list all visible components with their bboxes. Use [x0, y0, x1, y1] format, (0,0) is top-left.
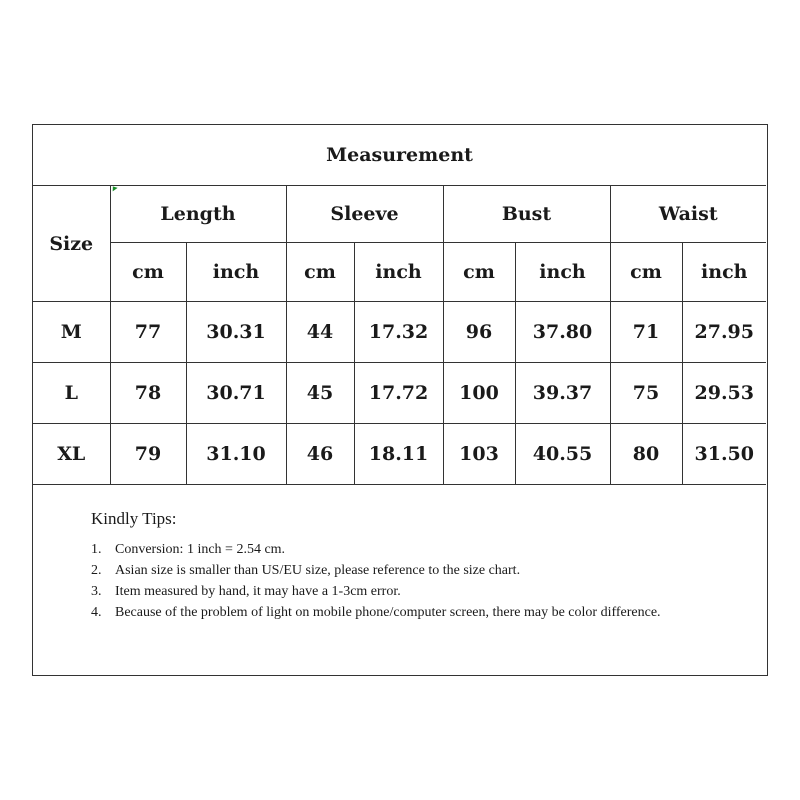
value-cell: 37.80 — [515, 302, 610, 363]
list-item — [91, 581, 731, 602]
unit-header: cm — [110, 243, 186, 302]
unit-header: inch — [682, 243, 766, 302]
value-cell: 30.31 — [186, 302, 286, 363]
list-item-text: Item measured by hand, it may have a 1-3cm error. — [115, 584, 401, 599]
value-cell: 39.37 — [515, 363, 610, 424]
value-cell: 45 — [286, 363, 354, 424]
table-row — [33, 424, 766, 485]
size-chart-table — [33, 125, 766, 485]
table-row — [33, 363, 766, 424]
list-number: 1. — [91, 542, 102, 557]
size-cell: L — [33, 363, 110, 424]
bust-group-header: Bust — [443, 186, 610, 243]
unit-header: inch — [515, 243, 610, 302]
value-cell: 31.10 — [186, 424, 286, 485]
value-cell: 79 — [110, 424, 186, 485]
list-number: 4. — [91, 605, 102, 620]
value-cell: 18.11 — [354, 424, 443, 485]
value-cell: 31.50 — [682, 424, 766, 485]
size-cell: M — [33, 302, 110, 363]
unit-header: cm — [443, 243, 515, 302]
size-column-header: Size — [33, 186, 110, 302]
unit-header: inch — [186, 243, 286, 302]
value-cell: 40.55 — [515, 424, 610, 485]
value-cell: 96 — [443, 302, 515, 363]
length-group-header: Length — [110, 186, 286, 243]
value-cell: 27.95 — [682, 302, 766, 363]
list-item-text: Because of the problem of light on mobile phone/computer screen, there may be color difference. — [115, 605, 661, 620]
value-cell: 30.71 — [186, 363, 286, 424]
size-chart-sheet — [32, 124, 768, 676]
unit-header: cm — [610, 243, 682, 302]
unit-header: inch — [354, 243, 443, 302]
kindly-tips — [91, 509, 731, 623]
list-item-text: Conversion: 1 inch = 2.54 cm. — [115, 542, 286, 557]
list-item — [91, 602, 731, 623]
sleeve-group-header: Sleeve — [286, 186, 443, 243]
list-item — [91, 560, 731, 581]
table-row — [33, 302, 766, 363]
list-item-text: Asian size is smaller than US/EU size, please reference to the size chart. — [115, 563, 521, 578]
tips-list — [91, 539, 731, 623]
list-number: 3. — [91, 584, 102, 599]
tips-title: Kindly Tips: — [91, 509, 177, 528]
value-cell: 100 — [443, 363, 515, 424]
value-cell: 75 — [610, 363, 682, 424]
list-number: 2. — [91, 563, 102, 578]
table-title: Measurement — [33, 125, 766, 186]
value-cell: 71 — [610, 302, 682, 363]
size-cell: XL — [33, 424, 110, 485]
value-cell: 46 — [286, 424, 354, 485]
value-cell: 78 — [110, 363, 186, 424]
value-cell: 44 — [286, 302, 354, 363]
value-cell: 103 — [443, 424, 515, 485]
value-cell: 17.72 — [354, 363, 443, 424]
value-cell: 77 — [110, 302, 186, 363]
value-cell: 29.53 — [682, 363, 766, 424]
list-item — [91, 539, 731, 560]
waist-group-header: Waist — [610, 186, 766, 243]
unit-header: cm — [286, 243, 354, 302]
value-cell: 80 — [610, 424, 682, 485]
value-cell: 17.32 — [354, 302, 443, 363]
